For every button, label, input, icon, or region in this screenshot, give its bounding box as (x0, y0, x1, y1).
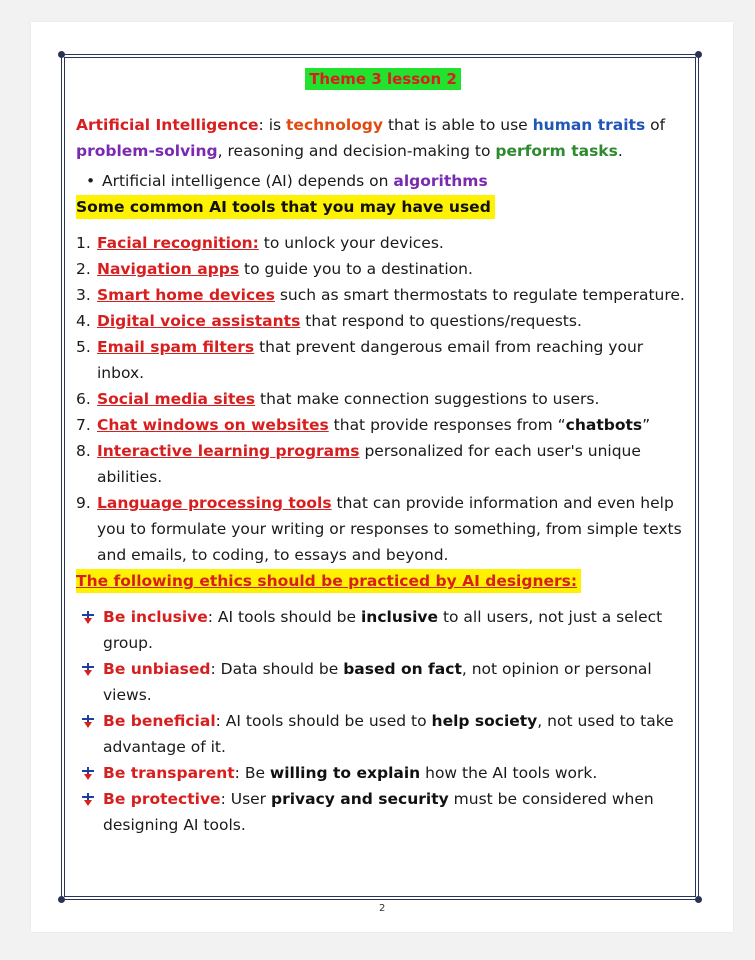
tool-name: Digital voice assistants (97, 312, 301, 330)
tool-name: Facial recognition: (97, 234, 259, 252)
list-item: 1. Facial recognition: to unlock your devices. (76, 234, 444, 252)
list-item: Be beneficial: AI tools should be used to help society, not used to take advantage of it. (76, 708, 690, 760)
tools-heading: Some common AI tools that you may have used (76, 195, 495, 219)
ai-definition: Artificial Intelligence: is technology that is able to use human traits of problem-solving, reasoning and decision-making to perform tasks. (76, 116, 666, 160)
tool-name: Language processing tools (97, 494, 332, 512)
arrow-down-icon (80, 661, 96, 677)
list-item: 7. Chat windows on websites that provide responses from “chatbots” (76, 416, 651, 434)
arrow-down-icon (80, 713, 96, 729)
ethics-heading: The following ethics should be practiced by AI designers: (76, 569, 581, 593)
border-corner (58, 51, 65, 58)
tool-name: Chat windows on websites (97, 416, 329, 434)
ethics-list (76, 604, 690, 838)
tool-name: Smart home devices (97, 286, 275, 304)
tool-name: Email spam filters (97, 338, 255, 356)
list-item: 5. Email spam filters that prevent dangerous email from reaching your inbox. (76, 338, 644, 382)
lesson-content (76, 66, 690, 838)
list-item: 8. Interactive learning programs personalized for each user's unique abilities. (76, 442, 641, 486)
term-problem-solving: problem-solving (76, 142, 218, 160)
lesson-title: Theme 3 lesson 2 (305, 68, 461, 90)
border-corner (58, 896, 65, 903)
term-human-traits: human traits (532, 116, 646, 134)
ethic-label: Be beneficial (103, 712, 216, 730)
arrow-down-icon (80, 765, 96, 781)
tool-name: Navigation apps (97, 260, 240, 278)
term-algorithms: algorithms (393, 172, 488, 190)
ethic-label: Be unbiased (103, 660, 211, 678)
border-corner (695, 51, 702, 58)
term-perform-tasks: perform tasks (495, 142, 618, 160)
algorithms-bullet: • Artificial intelligence (AI) depends on algorithms (86, 168, 690, 194)
ethic-label: Be protective (103, 790, 221, 808)
ethic-label: Be transparent (103, 764, 235, 782)
list-item: 6. Social media sites that make connection suggestions to users. (76, 390, 600, 408)
tool-name: Social media sites (97, 390, 256, 408)
list-item: Be transparent: Be willing to explain how the AI tools work. (76, 760, 690, 786)
bullet-dot-icon: • (86, 172, 96, 190)
list-item: 3. Smart home devices such as smart thermostats to regulate temperature. (76, 286, 685, 304)
tool-name: Interactive learning programs (97, 442, 360, 460)
list-item: 4. Digital voice assistants that respond to questions/requests. (76, 312, 582, 330)
page-number: 2 (379, 903, 386, 914)
list-item: 2. Navigation apps to guide you to a destination. (76, 260, 473, 278)
ai-tools-list (76, 230, 690, 568)
ethic-label: Be inclusive (103, 608, 208, 626)
arrow-down-icon (80, 609, 96, 625)
term-technology: technology (286, 116, 384, 134)
list-item: Be inclusive: AI tools should be inclusive to all users, not just a select group. (76, 604, 690, 656)
list-item: Be unbiased: Data should be based on fact, not opinion or personal views. (76, 656, 690, 708)
list-item: 9. Language processing tools that can provide information and even help you to formulate your writing or responses to something, from simple texts and emails, to coding, to essays and beyond. (76, 494, 682, 564)
term-ai: Artificial Intelligence (76, 116, 259, 134)
arrow-down-icon (80, 791, 96, 807)
list-item: Be protective: User privacy and security must be considered when designing AI tools. (76, 786, 690, 838)
border-corner (695, 896, 702, 903)
